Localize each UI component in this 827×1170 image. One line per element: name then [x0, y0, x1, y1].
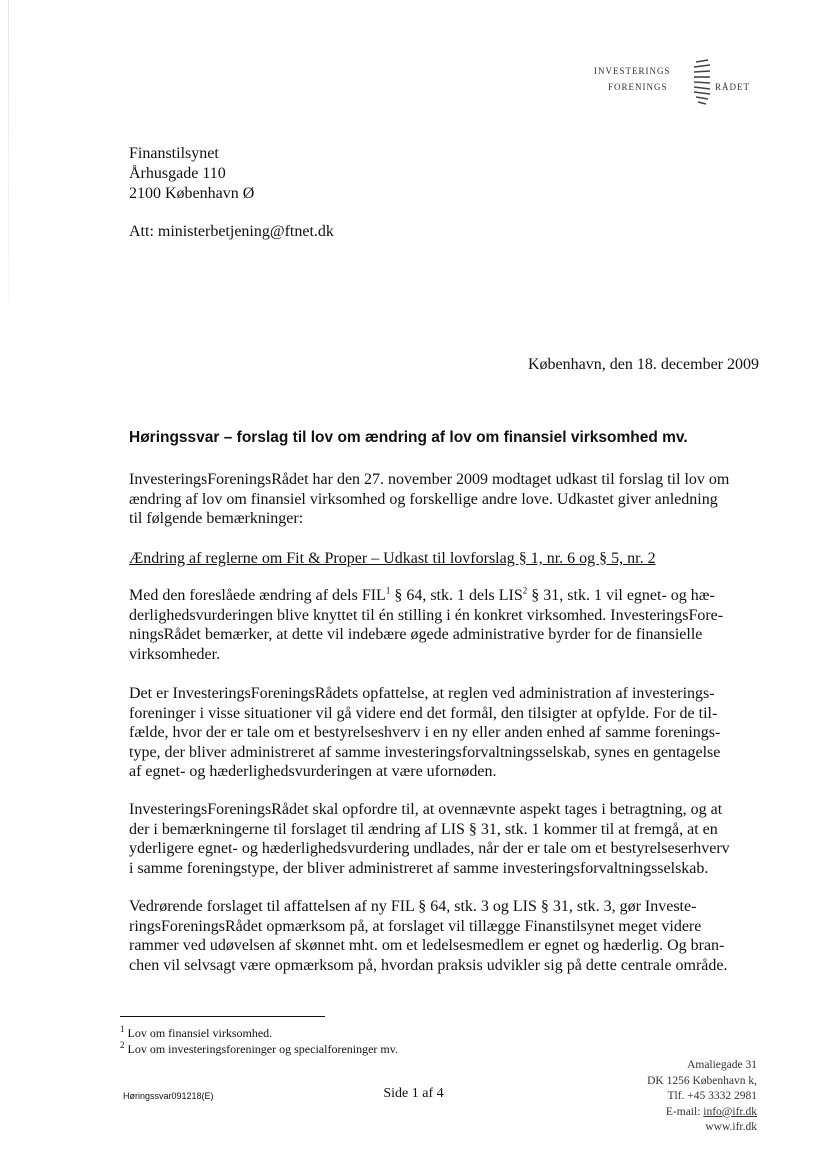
footnote-1: $^1$ Lov om finansiel virksomhed. — [120, 1024, 273, 1040]
letter-heading: Høringssvar – forslag til lov om ændring af lov om finansiel virksomhed mv. — [129, 429, 688, 446]
page-number: Side 1 af 4 — [383, 1086, 444, 1101]
footnote-ref-2: 2 — [522, 585, 528, 596]
recipient-address — [129, 144, 254, 204]
logo-line-2: forenings — [608, 78, 668, 93]
section-subheading: Ændring af reglerne om Fit & Proper – Udkast til lovforslag § 1, nr. 6 og § 5, nr. 2 — [129, 550, 656, 567]
intro-paragraph: InvesteringsForeningsRådet har den 27. november 2009 modtaget udkast til forslag til lov om ændring af lov om finansiel virksomhed og forskellige andre love. Udkastet giver anledning til følgende bemærkninger: — [129, 471, 730, 527]
paragraph-2: Det er InvesteringsForeningsRådets opfattelse, at reglen ved administration af investerings- foreninger i visse situationer vil gå videre end det formål, den tilsigter at opfylde. For de til- fælde, hvor der er tale om et bestyrelseshverv i en ny eller anden enhed af samme forenings- type, der bliver administreret af samme investeringsforvaltningsselskab, synes en gentagelse af egnet- og hæderlighedsvurderingen at være ufornøden. — [129, 685, 721, 780]
letter-date: København, den 18. december 2009 — [527, 356, 759, 373]
email-link[interactable]: info@ifr.dk — [703, 1105, 757, 1118]
document-code: Høringssvar091218(E) — [123, 1091, 214, 1101]
website-link[interactable]: www.ifr.dk — [705, 1121, 757, 1133]
logo-line-3: rådet — [715, 78, 750, 93]
paragraph-4: Vedrørende forslaget til affattelsen af ny FIL § 64, stk. 3 og LIS § 31, stk. 3, gør Investe- ringsForeningsRådet opmærksom på, at forslaget vil tillægge Finanstilsynet meget videre rammer ved udøvelsen af skønnet mht. om et ledelsesmedlem er egnet og hæderlig. Og bran- chen vil selvsagt være opmærksom på, hvordan praksis udvikler sig på dette centrale område. — [129, 898, 728, 974]
logo-line-1: investerings — [594, 62, 671, 77]
paragraph-3: InvesteringsForeningsRådet skal opfordre til, at ovennævnte aspekt tages i betragtning, og at der i bemærkningerne til forslaget til ændring af LIS § 31, stk. 1 kommer til at fremgå, at en yderligere egnet- og hæderlighedsvurdering undlades, når der er tale om et bestyrelseserhverv i samme foreningstype, der bliver administreret af samme investeringsforvaltningsselskab. — [129, 801, 730, 877]
recipient-street: Århusgade 110 — [129, 165, 226, 182]
paragraph-1: Med den foreslåede ændring af dels FIL$^1$ § 64, stk. 1 dels LIS$^2$ § 31, stk. 1 vil egnet- og hæ- derlighedsvurderingen blive knyttet til én stilling i én konkret virksomhed. InvesteringsFore- ningsRådet bemærker, at dette vil indebære øgede administrative byrder for de finansielle virksomheder. — [129, 585, 724, 663]
footnote-divider — [120, 1016, 325, 1017]
attention-line: Att: ministerbetjening@ftnet.dk — [129, 223, 334, 240]
recipient-city: 2100 København Ø — [129, 185, 255, 202]
recipient-name: Finanstilsynet — [129, 145, 219, 162]
logo-stripes-icon — [692, 58, 712, 106]
footnote-2: $^2$ Lov om investeringsforeninger og specialforeninger mv. — [120, 1040, 398, 1056]
ifr-logo — [588, 58, 768, 106]
scan-edge — [8, 0, 9, 300]
footnote-ref-1: 1 — [385, 585, 391, 596]
footer-address: Amaliegade 31 DK 1256 København k, Tlf. +45 3332 2981 E-mail: info@ifr.dk www.ifr.dk — [647, 1058, 757, 1136]
